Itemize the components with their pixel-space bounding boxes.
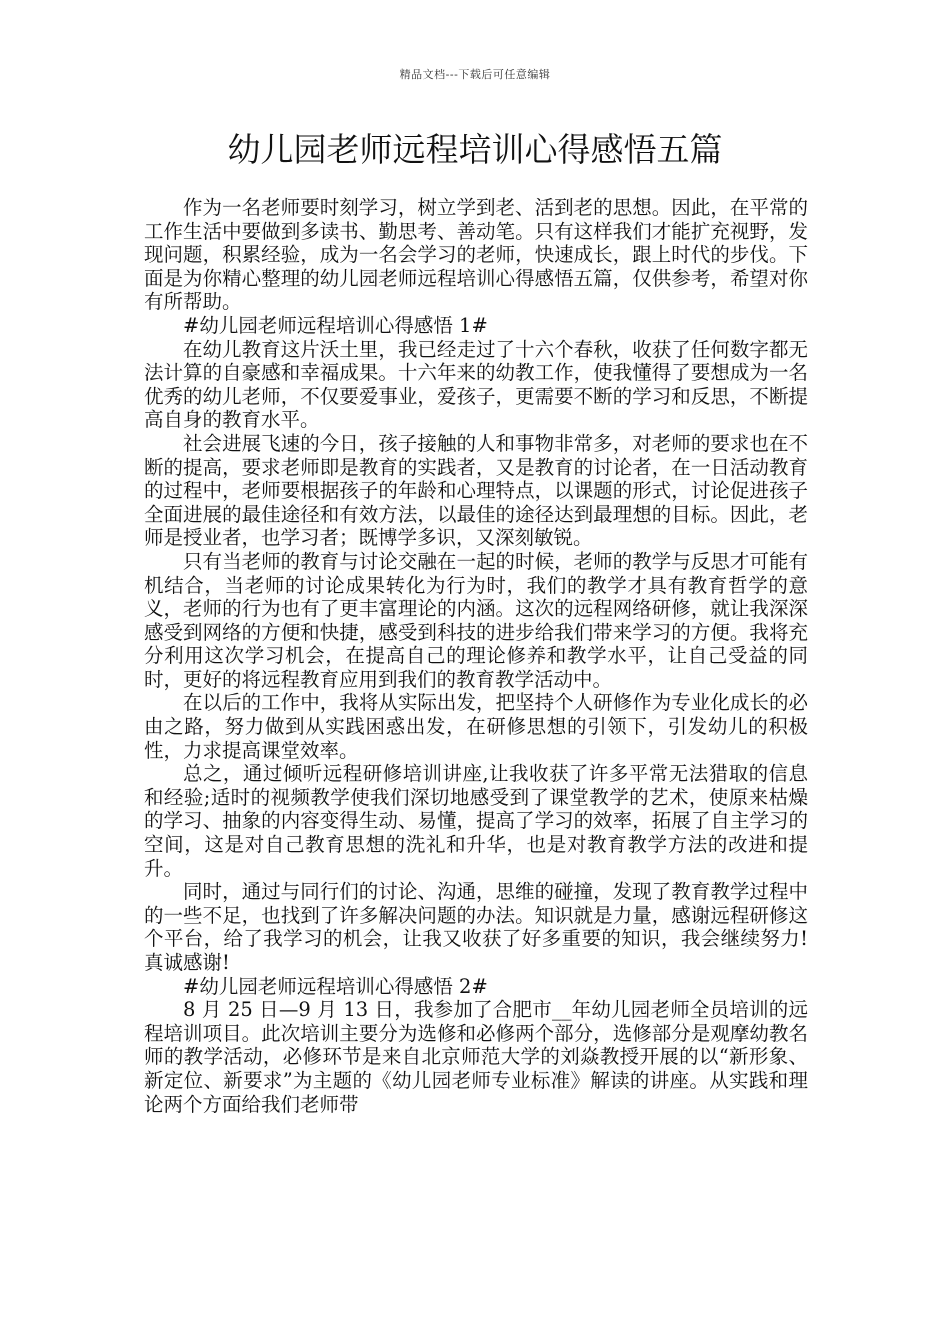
body-paragraph: 只有当老师的教育与讨论交融在一起的时候，老师的教学与反思才可能有机结合，当老师的讨论成果转化为行为时，我们的教学才具有教育哲学的意义，老师的行为也有了更丰富理论的内涵。这次的远程网络研修，就让我深深感受到网络的方便和快捷，感受到科技的进步给我们带来学习的方便。我将充分利用这次学习机会，在提高自己的理论修养和教学水平，让自己受益的同时，更好的将远程教育应用到我们的教育教学活动中。 (144, 549, 808, 691)
document-header-banner: 精品文档---下载后可任意编辑 (399, 68, 551, 81)
document-title: 幼儿园老师远程培训心得感悟五篇 (227, 130, 723, 169)
section-heading-2: #幼儿园老师远程培训心得感悟 2# (183, 974, 488, 998)
body-paragraph: 在以后的工作中，我将从实际出发，把坚持个人研修作为专业化成长的必由之路，努力做到从实践困惑出发，在研修思想的引领下，引发幼儿的积极性，力求提高课堂效率。 (144, 691, 808, 762)
body-paragraph: 社会进展飞速的今日，孩子接触的人和事物非常多，对老师的要求也在不断的提高，要求老师即是教育的实践者，又是教育的讨论者，在一日活动教育的过程中，老师要根据孩子的年龄和心理特点，以课题的形式，讨论促进孩子全面进展的最佳途径和有效方法，以最佳的途径达到最理想的目标。因此，老师是授业者，也学习者；既博学多识，又深刻敏锐。 (144, 431, 808, 550)
body-paragraph: 总之，通过倾听远程研修培训讲座,让我收获了许多平常无法猎取的信息和经验;适时的视频教学使我们深切地感受到了课堂教学的艺术，使原来枯燥的学习、抽象的内容变得生动、易懂，提高了学习的效率，拓展了自主学习的空间，这是对自己教育思想的洗礼和升华，也是对教育教学方法的改进和提升。 (144, 762, 808, 880)
section-heading-1: #幼儿园老师远程培训心得感悟 1# (183, 313, 488, 337)
body-paragraph: 8 月 25 日—9 月 13 日，我参加了合肥市__年幼儿园老师全员培训的远程培训项目。此次培训主要分为选修和必修两个部分，选修部分是观摩幼教名师的教学活动，必修环节是来自北京师范大学的刘焱教授开展的以“新形象、新定位、新要求”为主题的《幼儿园老师专业标准》解读的讲座。从实践和理论两个方面给我们老师带 (144, 998, 808, 1116)
body-paragraph: 在幼儿教育这片沃土里，我已经走过了十六个春秋，收获了任何数字都无法计算的自豪感和幸福成果。十六年来的幼教工作，使我懂得了要想成为一名优秀的幼儿老师，不仅要爱事业，爱孩子，更需要不断的学习和反思，不断提高自身的教育水平。 (144, 337, 808, 432)
document-body (144, 196, 808, 1116)
body-paragraph: 同时，通过与同行们的讨论、沟通，思维的碰撞，发现了教育教学过程中的一些不足，也找到了许多解决问题的办法。知识就是力量，感谢远程研修这个平台，给了我学习的机会，让我又收获了好多重要的知识，我会继续努力!真诚感谢! (144, 880, 808, 974)
intro-paragraph: 作为一名老师要时刻学习，树立学到老、活到老的思想。因此，在平常的工作生活中要做到多读书、勤思考、善动笔。只有这样我们才能扩充视野，发现问题，积累经验，成为一名会学习的老师，快速成长，跟上时代的步伐。下面是为你精心整理的幼儿园老师远程培训心得感悟五篇，仅供参考，希望对你有所帮助。 (144, 196, 808, 314)
